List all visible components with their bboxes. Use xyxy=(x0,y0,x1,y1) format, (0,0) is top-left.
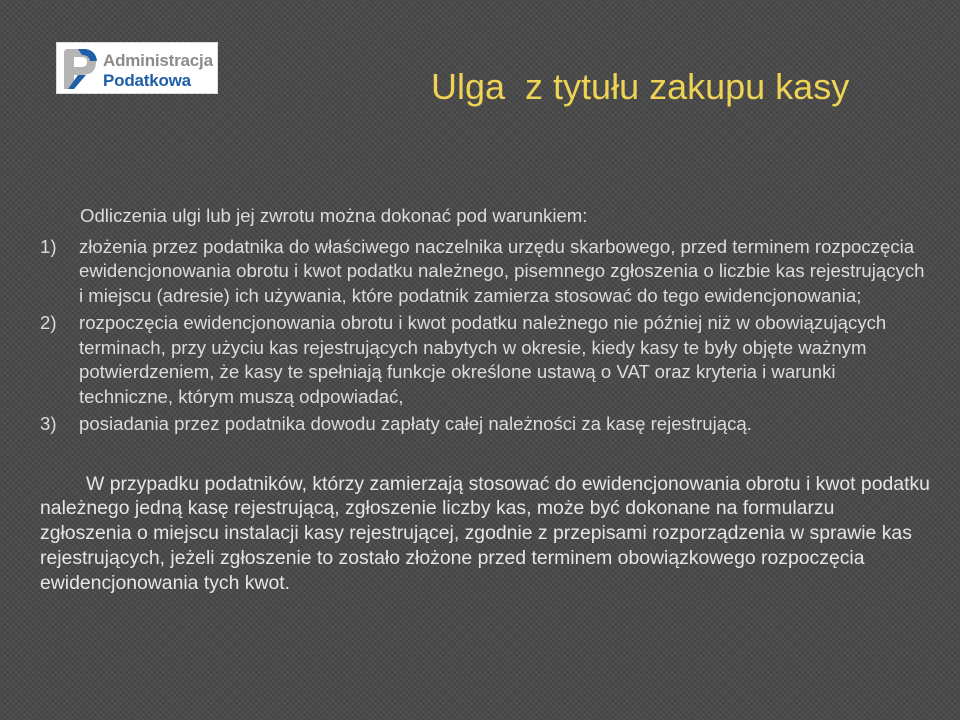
logo-text-administracja: Administracja xyxy=(103,51,213,70)
slide-title: Ulga z tytułu zakupu kasy xyxy=(431,66,850,107)
intro-text: Odliczenia ulgi lub jej zwrotu można dokonać pod warunkiem: xyxy=(80,205,588,226)
condition-item-3 xyxy=(40,412,930,437)
logo-emblem-icon xyxy=(60,45,100,91)
administracja-podatkowa-logo xyxy=(56,42,218,94)
logo-text-podatkowa: Podatkowa xyxy=(103,71,191,90)
condition-number: 1) xyxy=(40,235,57,257)
condition-text: rozpoczęcia ewidencjonowania obrotu i kwot podatku należnego nie później niż w obowiązujących terminach, przy użyciu kas rejestrujących nabytych w okresie, kiedy kasy te były objęte ważnym potwierdzeniem, że kasy te spełniają funkcje określone ustawą o VAT oraz kryteria i warunki techniczne, którym muszą odpowiadać, xyxy=(79,312,887,407)
condition-text: posiadania przez podatnika dowodu zapłaty całej należności za kasę rejestrującą. xyxy=(79,413,752,434)
condition-item-2 xyxy=(40,311,930,409)
slide-body xyxy=(40,204,930,595)
condition-number: 3) xyxy=(40,413,57,434)
condition-item-1 xyxy=(40,235,930,309)
closing-paragraph: W przypadku podatników, którzy zamierzają stosować do ewidencjonowania obrotu i kwot podatku należnego jedną kasę rejestrującą, zgłoszenie liczby kas, może być dokonane na formularzu zgłoszenia o miejscu instalacji kasy rejestrującej, zgodnie z przepisami rozporządzenia w sprawie kas rejestrujących, jeżeli zgłoszenie to zostało złożone przed terminem obowiązkowego rozpoczęcia ewidencjonowania tych kwot. xyxy=(40,472,930,594)
condition-number: 2) xyxy=(40,312,57,333)
condition-text: złożenia przez podatnika do właściwego naczelnika urzędu skarbowego, przed terminem rozpoczęcia ewidencjonowania obrotu i kwot podatku należnego, pisemnego zgłoszenia o liczbie kas rejestrujących i miejscu (adresie) ich używania, które podatnik zamierza stosować do tego ewidencjonowania; xyxy=(79,235,925,306)
